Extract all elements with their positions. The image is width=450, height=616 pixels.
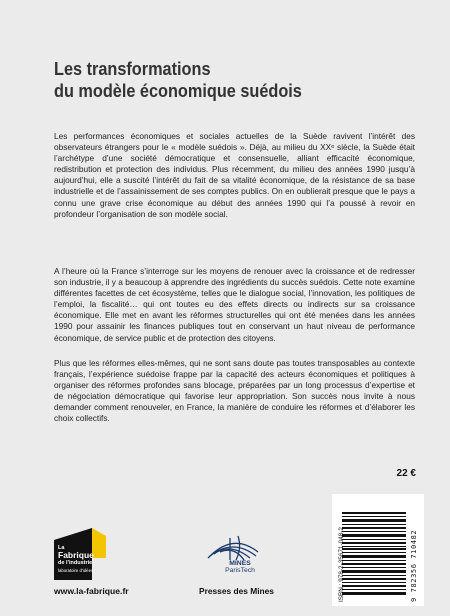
barcode-number: 9 782356 710482 (410, 529, 418, 602)
fabrique-line-1: La (58, 545, 65, 551)
paragraph-1: Les performances économiques et sociales actuelles de la Suède ravivent l’intérêt des observateurs étrangers pour le « modèle suédois ». Déjà, au milieu du XXᵉ siècle, la Suède était l’archétype d’une société démocratique et consensuelle, alliant efficacité économique, redistribution et protection des individus. Plus récemment, du milieu des années 1990 jusqu’à aujourd’hui, elle a suscité l’intérêt du fait de sa vitalité économique, de la résistance de sa base industrielle et de l’assainissement de ses comptes publics. On en oublierait presque que le pays a connu une grave crise économique au début des années 1990 qui l’a poussé à revoir en profondeur l’organisation de son modèle social. (54, 131, 415, 219)
isbn-label: ISBN : 978-2-35671-048-2 (338, 527, 345, 602)
mines-logo-text (210, 560, 270, 574)
price: 22 € (396, 468, 416, 479)
paragraph-2: A l’heure où la France s’interroge sur les moyens de renouer avec la croissance et de redresser son industrie, il y a beaucoup à apprendre des ingrédients du succès suédois. Cette note examine différentes facettes de cet écosystème, telles que le dialogue social, l’innovation, les politiques de l’emploi, la fiscalité… qui ont toutes eu des effets directs ou indirects sur sa croissance économique. Elle met en avant les réformes structurelles qui ont été menées dans les années 1990 pour assainir les finances publiques tout en conservant un haut niveau de performance économique, de service public et de protection des citoyens. (54, 266, 415, 343)
fabrique-line-3: de l’industrie (58, 560, 93, 567)
mines-paristech-logo (200, 530, 266, 586)
mines-logo-line-1: MINES (229, 560, 251, 567)
title-line-2: du modèle économique suédois (54, 80, 302, 101)
la-fabrique-logo-text (58, 545, 94, 574)
fabrique-line-2: Fabrique (58, 550, 94, 561)
website-link[interactable]: www.la-fabrique.fr (54, 586, 129, 596)
page-title (54, 58, 302, 102)
publisher-name: Presses des Mines (199, 586, 274, 596)
fabrique-tagline: laboratoire d’idées (58, 567, 94, 573)
paragraph-3: Plus que les réformes elles-mêmes, qui ne sont sans doute pas toutes transposables au contexte français, l’expérience suédoise frappe par la capacité des acteurs économiques et politiques à organiser des réformes profondes sans blocage, préparées par un long processus d’expertise et de négociation démocratique qui favorise leur appropriation. Son succès nous invite à nous demander comment renouveler, en France, la manière de conduire les réformes et d’élaborer les choix collectifs. (54, 358, 415, 424)
title-line-1: Les transformations (54, 58, 211, 79)
mines-logo-line-2: ParisTech (225, 567, 255, 574)
